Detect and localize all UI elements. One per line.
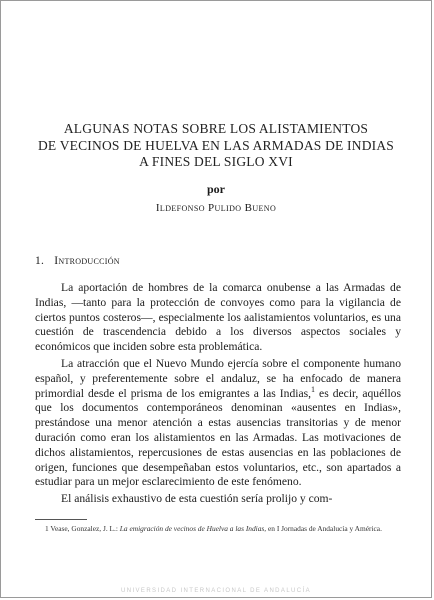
paragraph-3: El análisis exhaustivo de esta cuestión sería prolijo y com- [61,492,333,506]
title-line-3: A FINES DEL SIGLO XVI [139,154,293,169]
body-text [35,281,401,509]
section-number: 1. [35,255,45,267]
author-name: Ildefonso Pulido Bueno [155,202,277,214]
footnote-divider [35,519,87,520]
footnote-rest: en I Jornadas de Andalucía y América. [268,524,382,533]
title-line-1: ALGUNAS NOTAS SOBRE LOS ALISTAMIENTOS [63,121,369,136]
section-title: Introducción [54,255,120,267]
paragraph-1: La aportación de hombres de la comarca onubense a las Armadas de Indias, —tanto para la protección de convoyes como para la vigilancia de ciertos puntos costeros—, especialmente los aalistamientos voluntarios, es una cuestión de trascendencia debido a los diversos aspectos sociales y económicos que inciden sobre esta problemática. [35,281,401,354]
byline-por: por [207,182,225,196]
footnote-reference[interactable]: 1 [311,384,316,394]
footnote [35,524,401,534]
section-heading [35,255,120,267]
article-title [1,121,431,171]
footnote-number: 1 [45,524,49,533]
watermark: UNIVERSIDAD INTERNACIONAL DE ANDALUCÍA [120,588,311,594]
paragraph-2-part-a: La atracción que el Nuevo Mundo ejercía sobre el componente humano español, y preferentemente sobre el andaluz, se ha enfocado de manera primordial desde el prisma de los emigrantes a las Indias, [35,356,401,400]
paragraph-2-part-b: es decir, aquéllos que los documentos contemporáneos denominan «ausentes en Indias», prestándose una menor atención a estas ausencias transitorias y de menor duración como eran los alistamientos en las Armadas. Las motivaciones de dichos alistamientos, repercusiones de estas ausencias en las poblaciones de origen, funciones que desempeñaban estos voluntarios, etc., son apartados a estudiar para un mejor esclarecimiento de este fenómeno. [35,386,401,489]
paragraph-2 [35,357,401,490]
title-line-2: DE VECINOS DE HUELVA EN LAS ARMADAS DE INDIAS [37,137,395,153]
footnote-title: La emigración de vecinos de Huelva a las Indias, [119,524,267,533]
footnote-author: Vease, Gonzalez, J. L.: [50,524,118,533]
